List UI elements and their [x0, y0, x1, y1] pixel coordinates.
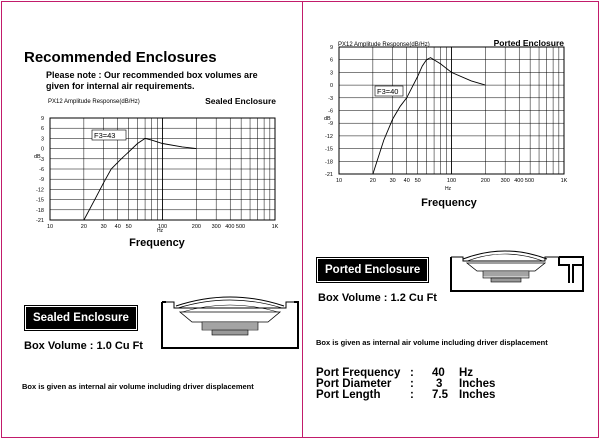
ported-x-tick-label: 50 — [414, 178, 421, 184]
ported-y-tick-label: -12 — [325, 133, 333, 140]
spec-value: 3 — [436, 378, 443, 390]
spec-label: Port Frequency — [316, 367, 401, 379]
sealed-x-tick-label: 30 — [100, 224, 107, 230]
sealed-y-tick-label: -9 — [39, 177, 44, 184]
ported-x-tick-label: 20 — [369, 178, 376, 184]
ported-y-tick-label: 6 — [329, 57, 333, 64]
ported-x-unit: Hz — [444, 186, 452, 192]
sealed-y-axis-label: dB — [34, 154, 41, 160]
sealed-footnote: Box is given as internal air volume including driver displacement — [22, 382, 254, 391]
ported-f3-annotation: F3=40 — [377, 87, 399, 96]
sealed-x-tick-label: 40 — [114, 224, 121, 230]
spec-separator: : — [410, 389, 414, 401]
sealed-y-tick-label: 9 — [40, 116, 44, 122]
ported-enclosure-badge: Ported Enclosure — [318, 259, 427, 281]
sealed-y-tick-label: -12 — [36, 187, 44, 194]
ported-y-tick-label: -9 — [328, 121, 333, 128]
ported-box-volume: Box Volume : 1.2 Cu Ft — [318, 292, 437, 304]
ported-y-tick-label: 9 — [329, 45, 333, 51]
ported-y-axis-label: dB — [324, 116, 331, 122]
ported-y-tick-label: -3 — [328, 95, 333, 102]
sealed-y-tick-label: -21 — [36, 218, 44, 224]
ported-x-tick-label: 400 500 — [514, 178, 535, 184]
sealed-x-tick-label: 100 — [157, 224, 168, 230]
sealed-y-tick-label: -15 — [36, 197, 44, 204]
ported-x-tick-label: 30 — [389, 178, 396, 184]
ported-x-tick-label: 300 — [500, 178, 510, 184]
spec-value: 7.5 — [432, 389, 448, 401]
sealed-x-unit: Hz — [156, 228, 164, 234]
page-heading: Recommended Enclosures — [24, 49, 217, 66]
ported-y-tick-label: -6 — [328, 108, 333, 115]
spec-unit: Inches — [459, 389, 496, 401]
sealed-chart-label: Sealed Enclosure — [205, 96, 276, 106]
sealed-y-tick-label: 6 — [40, 126, 44, 133]
sealed-x-tick-label: 300 — [211, 224, 221, 230]
sealed-frequency-caption: Frequency — [129, 237, 185, 249]
spec-value: 40 — [432, 367, 445, 379]
ported-y-tick-label: -15 — [325, 146, 333, 153]
ported-response-chart — [302, 32, 600, 212]
sealed-f3-annotation: F3=43 — [94, 131, 116, 140]
enclosure-note: Please note : Our recommended box volumes are given for internal air requirements. — [46, 70, 258, 91]
sealed-y-tick-label: -18 — [36, 207, 44, 214]
sealed-x-tick-label: 20 — [80, 224, 87, 230]
sealed-x-tick-label: 50 — [125, 224, 132, 230]
ported-speaker-diagram — [449, 243, 587, 295]
ported-y-tick-label: -21 — [325, 172, 333, 178]
sealed-enclosure-badge: Sealed Enclosure — [26, 307, 136, 329]
ported-x-tick-label: 200 — [480, 178, 490, 184]
ported-chart-label: Ported Enclosure — [493, 38, 564, 48]
ported-response-curve — [373, 58, 486, 174]
spec-separator: : — [410, 367, 414, 379]
sealed-x-tick-label: 400 500 — [225, 224, 246, 230]
sealed-speaker-diagram — [160, 288, 300, 350]
ported-y-tick-label: 3 — [329, 70, 333, 77]
ported-x-tick-label: 10 — [335, 178, 343, 184]
spec-label: Port Length — [316, 389, 381, 401]
port-specs — [316, 368, 596, 404]
ported-y-tick-label: 0 — [329, 83, 333, 90]
sealed-response-chart — [0, 90, 300, 250]
sealed-y-tick-label: -3 — [39, 156, 44, 163]
sealed-x-tick-label: 200 — [191, 224, 201, 230]
ported-x-tick-label: 40 — [403, 178, 410, 184]
sealed-x-tick-label: 1K — [271, 224, 279, 230]
sealed-y-tick-label: -6 — [39, 167, 44, 173]
sealed-box-volume: Box Volume : 1.0 Cu Ft — [24, 340, 143, 352]
spec-label: Port Diameter — [316, 378, 392, 390]
spec-row-port-length — [316, 390, 596, 402]
sealed-y-tick-label: 3 — [40, 136, 44, 143]
spec-unit: Inches — [459, 378, 496, 390]
sealed-y-tick-label: 0 — [40, 146, 44, 153]
ported-frequency-caption: Frequency — [421, 197, 477, 209]
ported-x-tick-label: 1K — [560, 178, 568, 184]
ported-y-tick-label: -18 — [325, 159, 333, 166]
sealed-chart-title: PX12 Amplitude Response(dB/Hz) — [48, 99, 140, 105]
ported-x-tick-label: 100 — [446, 178, 457, 184]
ported-chart-title: PX12 Amplitude Response(dB/Hz) — [338, 42, 430, 48]
spec-separator: : — [410, 378, 414, 390]
spec-unit: Hz — [459, 367, 474, 379]
ported-footnote: Box is given as internal air volume including driver displacement — [316, 338, 548, 347]
sealed-x-tick-label: 10 — [46, 224, 54, 230]
